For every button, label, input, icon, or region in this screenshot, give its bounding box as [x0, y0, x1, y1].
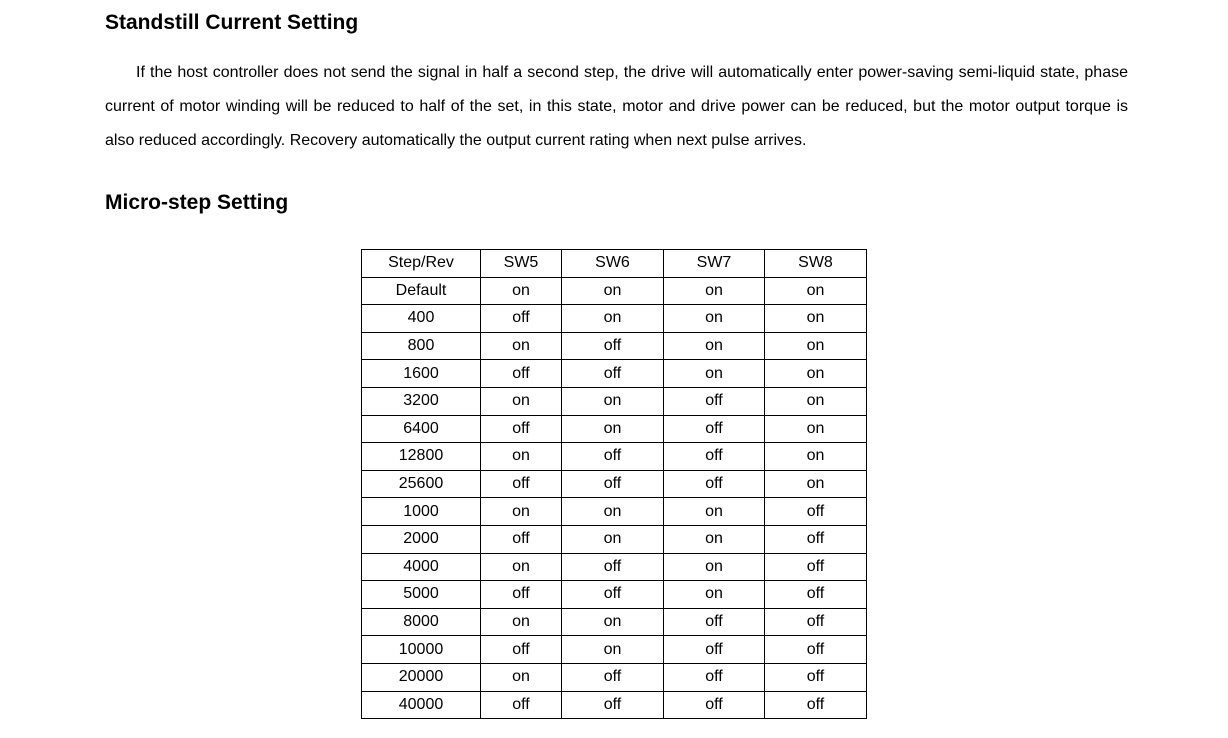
table-row — [362, 525, 867, 553]
sw7-cell: on — [664, 498, 765, 526]
sw6-cell: on — [562, 415, 664, 443]
table-row — [362, 498, 867, 526]
sw6-cell: on — [562, 387, 664, 415]
step-rev-cell: 8000 — [362, 608, 481, 636]
sw8-cell: on — [765, 470, 867, 498]
sw5-cell: off — [481, 360, 562, 388]
sw8-cell: off — [765, 525, 867, 553]
table-row — [362, 581, 867, 609]
header-sw5: SW5 — [481, 250, 562, 278]
sw8-cell: on — [765, 360, 867, 388]
table-row — [362, 691, 867, 719]
sw6-cell: on — [562, 277, 664, 305]
step-rev-cell: 6400 — [362, 415, 481, 443]
sw8-cell: on — [765, 443, 867, 471]
sw6-cell: off — [562, 691, 664, 719]
sw6-cell: on — [562, 636, 664, 664]
step-rev-cell: 3200 — [362, 387, 481, 415]
step-rev-cell: 10000 — [362, 636, 481, 664]
table-row — [362, 415, 867, 443]
sw5-cell: on — [481, 387, 562, 415]
sw5-cell: off — [481, 415, 562, 443]
step-rev-cell: 2000 — [362, 525, 481, 553]
table-row — [362, 387, 867, 415]
table-row — [362, 608, 867, 636]
step-rev-cell: 1000 — [362, 498, 481, 526]
sw8-cell: off — [765, 581, 867, 609]
step-rev-cell: 4000 — [362, 553, 481, 581]
sw6-cell: off — [562, 332, 664, 360]
step-rev-cell: 400 — [362, 305, 481, 333]
sw6-cell: off — [562, 553, 664, 581]
table-row — [362, 332, 867, 360]
sw8-cell: on — [765, 305, 867, 333]
step-rev-cell: Default — [362, 277, 481, 305]
table-row — [362, 663, 867, 691]
sw8-cell: on — [765, 332, 867, 360]
sw7-cell: off — [664, 470, 765, 498]
sw5-cell: off — [481, 691, 562, 719]
step-rev-cell: 800 — [362, 332, 481, 360]
sw6-cell: off — [562, 443, 664, 471]
sw6-cell: off — [562, 581, 664, 609]
sw7-cell: on — [664, 277, 765, 305]
sw6-cell: off — [562, 663, 664, 691]
sw7-cell: off — [664, 636, 765, 664]
sw8-cell: off — [765, 663, 867, 691]
table-body — [362, 277, 867, 719]
sw8-cell: off — [765, 498, 867, 526]
sw8-cell: on — [765, 277, 867, 305]
sw8-cell: off — [765, 636, 867, 664]
sw8-cell: off — [765, 608, 867, 636]
sw7-cell: off — [664, 608, 765, 636]
sw7-cell: off — [664, 415, 765, 443]
sw7-cell: off — [664, 663, 765, 691]
step-rev-cell: 5000 — [362, 581, 481, 609]
sw8-cell: on — [765, 415, 867, 443]
step-rev-cell: 20000 — [362, 663, 481, 691]
sw5-cell: off — [481, 581, 562, 609]
step-rev-cell: 40000 — [362, 691, 481, 719]
table-row — [362, 305, 867, 333]
table-row — [362, 277, 867, 305]
table-row — [362, 360, 867, 388]
sw7-cell: off — [664, 387, 765, 415]
table-row — [362, 443, 867, 471]
sw6-cell: off — [562, 470, 664, 498]
sw8-cell: off — [765, 691, 867, 719]
sw6-cell: on — [562, 498, 664, 526]
sw6-cell: on — [562, 525, 664, 553]
sw6-cell: off — [562, 360, 664, 388]
table-row — [362, 553, 867, 581]
sw7-cell: on — [664, 525, 765, 553]
sw7-cell: on — [664, 581, 765, 609]
sw7-cell: on — [664, 553, 765, 581]
sw7-cell: on — [664, 305, 765, 333]
step-rev-cell: 1600 — [362, 360, 481, 388]
sw8-cell: on — [765, 387, 867, 415]
sw7-cell: on — [664, 332, 765, 360]
header-sw7: SW7 — [664, 250, 765, 278]
step-rev-cell: 25600 — [362, 470, 481, 498]
sw5-cell: on — [481, 608, 562, 636]
sw5-cell: on — [481, 332, 562, 360]
table-header-row — [362, 250, 867, 278]
sw6-cell: on — [562, 305, 664, 333]
table-row — [362, 470, 867, 498]
sw7-cell: off — [664, 443, 765, 471]
step-rev-cell: 12800 — [362, 443, 481, 471]
sw5-cell: off — [481, 636, 562, 664]
standstill-current-paragraph: If the host controller does not send the signal in half a second step, the drive will automatically enter power-saving semi-liquid state, phase current of motor winding will be reduced to half of the set, in this state, motor and drive power can be reduced, but the motor output torque is also reduced accordingly. Recovery automatically the output current rating when next pulse arrives. — [105, 64, 1128, 149]
sw5-cell: off — [481, 470, 562, 498]
table-row — [362, 636, 867, 664]
sw5-cell: on — [481, 553, 562, 581]
sw6-cell: on — [562, 608, 664, 636]
header-step-rev: Step/Rev — [362, 250, 481, 278]
sw5-cell: off — [481, 525, 562, 553]
micro-step-table — [361, 249, 867, 719]
sw5-cell: on — [481, 277, 562, 305]
header-sw8: SW8 — [765, 250, 867, 278]
sw5-cell: on — [481, 443, 562, 471]
standstill-current-heading: Standstill Current Setting — [105, 11, 359, 34]
micro-step-heading: Micro-step Setting — [105, 191, 289, 214]
sw7-cell: off — [664, 691, 765, 719]
sw7-cell: on — [664, 360, 765, 388]
sw5-cell: off — [481, 305, 562, 333]
sw5-cell: on — [481, 663, 562, 691]
sw5-cell: on — [481, 498, 562, 526]
sw8-cell: off — [765, 553, 867, 581]
header-sw6: SW6 — [562, 250, 664, 278]
